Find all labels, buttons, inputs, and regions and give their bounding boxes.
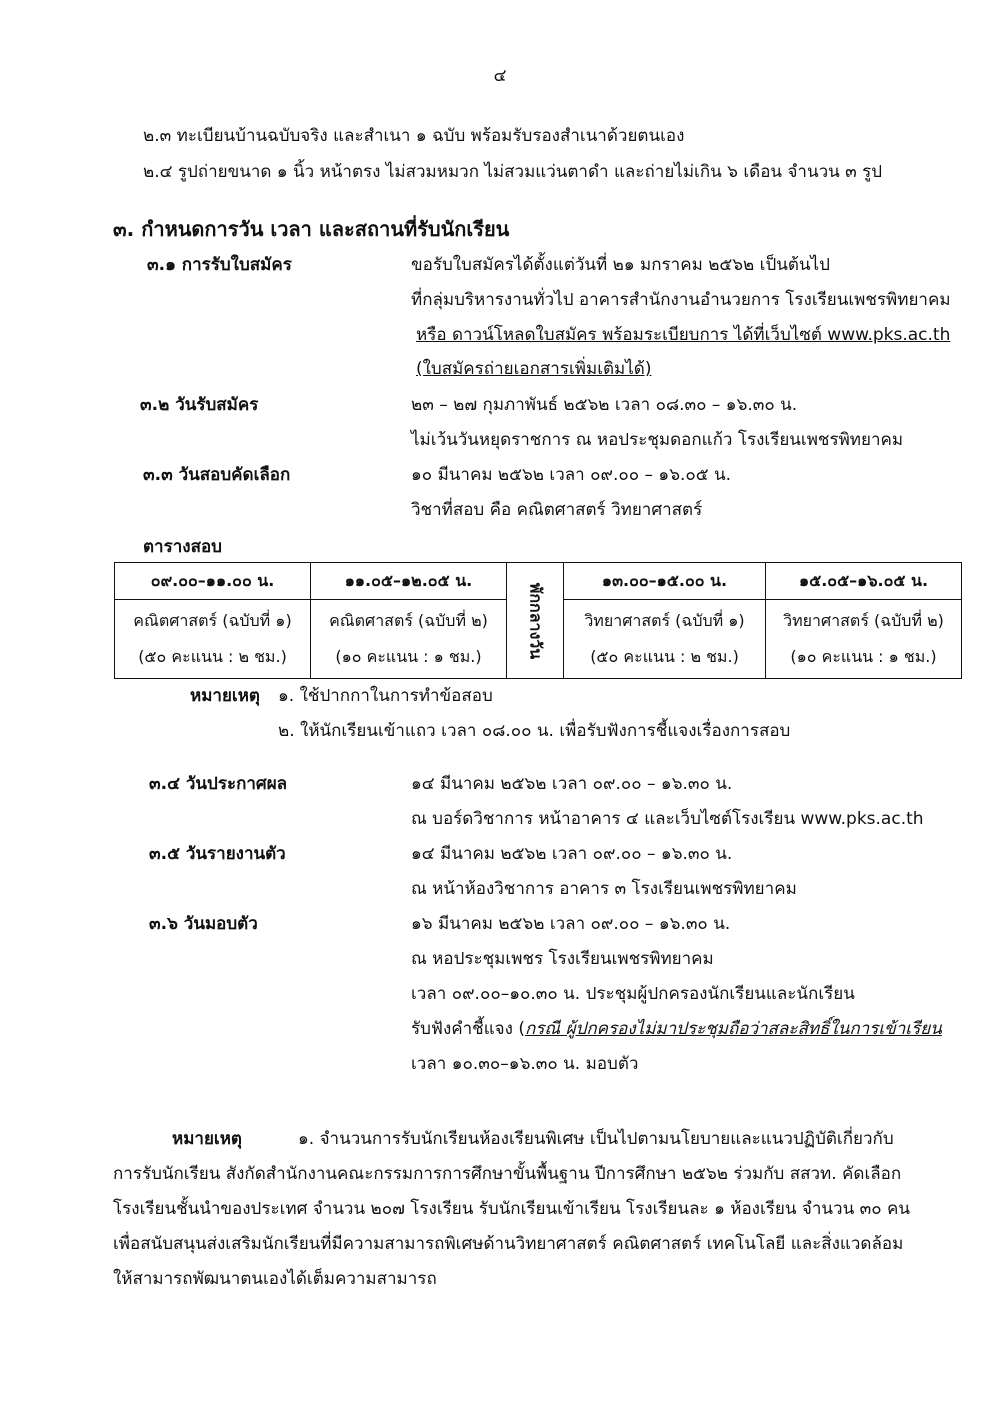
- lunch-break-label: พักกลางวัน: [526, 582, 546, 659]
- item-value-prefix: รับฟังคำชี้แจง (: [411, 1019, 525, 1039]
- item-label-3-3: ๓.๓ วันสอบคัดเลือก: [143, 465, 291, 485]
- item-value: เวลา ๐๙.๐๐–๑๐.๓๐ น. ประชุมผู้ปกครองนักเรียนและนักเรียน: [411, 984, 855, 1004]
- exam-note-item: ๒. ให้นักเรียนเข้าแถว เวลา ๐๘.๐๐ น. เพื่อรับฟังการชี้แจงเรื่องการสอบ: [278, 721, 791, 741]
- subject-detail: (๕๐ คะแนน : ๒ ชม.): [138, 647, 287, 666]
- item-label-3-5: ๓.๕ วันรายงานตัว: [149, 844, 286, 864]
- exam-note-item: ๑. ใช้ปากกาในการทำข้อสอบ: [278, 686, 493, 706]
- time-slot: ๑๕.๐๕–๑๖.๐๕ น.: [766, 563, 962, 600]
- table-row: [115, 563, 962, 600]
- item-value: ไม่เว้นวันหยุดราชการ ณ หอประชุมดอกแก้ว โรงเรียนเพชรพิทยาคม: [411, 430, 904, 450]
- item-value: วิชาที่สอบ คือ คณิตศาสตร์ วิทยาศาสตร์: [411, 500, 703, 520]
- photocopy-note: (ใบสมัครถ่ายเอกสารเพิ่มเติมได้): [416, 359, 652, 379]
- footer-note-line: โรงเรียนชั้นนำของประเทศ จำนวน ๒๐๗ โรงเรียน รับนักเรียนเข้าเรียน โรงเรียนละ ๑ ห้องเรียน จำนวน ๓๐ คน: [113, 1199, 910, 1219]
- item-value-emphasis-line: [411, 1017, 942, 1041]
- subject-name: วิทยาศาสตร์ (ฉบับที่ ๑): [584, 611, 745, 630]
- page-number: ๔: [493, 66, 507, 86]
- time-slot: ๑๑.๐๕–๑๒.๐๕ น.: [311, 563, 507, 600]
- footer-note-line: ๑. จำนวนการรับนักเรียนห้องเรียนพิเศษ เป็นไปตามนโยบายและแนวปฏิบัติเกี่ยวกับ: [298, 1129, 894, 1149]
- intro-item: ๒.๓ ทะเบียนบ้านฉบับจริง และสำเนา ๑ ฉบับ พร้อมรับรองสำเนาด้วยตนเอง: [143, 126, 685, 146]
- subject-name: คณิตศาสตร์ (ฉบับที่ ๑): [133, 611, 292, 630]
- time-slot: ๐๙.๐๐–๑๑.๐๐ น.: [115, 563, 311, 600]
- exam-schedule-table: [114, 562, 962, 679]
- item-value: ๑๔ มีนาคม ๒๕๖๒ เวลา ๐๙.๐๐ – ๑๖.๓๐ น.: [411, 844, 733, 864]
- item-value: ๑๐ มีนาคม ๒๕๖๒ เวลา ๐๙.๐๐ – ๑๖.๐๕ น.: [411, 465, 732, 485]
- item-label-3-2: ๓.๒ วันรับสมัคร: [140, 395, 259, 415]
- schedule-title: ตารางสอบ: [143, 537, 222, 557]
- intro-item: ๒.๔ รูปถ่ายขนาด ๑ นิ้ว หน้าตรง ไม่สวมหมวก ไม่สวมแว่นตาดำ และถ่ายไม่เกิน ๖ เดือน จำนวน ๓ รูป: [143, 162, 883, 182]
- absence-warning: กรณี ผู้ปกครองไม่มาประชุมถือว่าสละสิทธิ์ในการเข้าเรียน: [524, 1019, 942, 1039]
- time-slot: ๑๓.๐๐–๑๕.๐๐ น.: [564, 563, 766, 600]
- subject-cell: [766, 600, 962, 679]
- item-value: ๒๓ – ๒๗ กุมภาพันธ์ ๒๕๖๒ เวลา ๐๘.๓๐ – ๑๖.๓๐ น.: [411, 395, 798, 415]
- item-value: ณ หน้าห้องวิชาการ อาคาร ๓ โรงเรียนเพชรพิทยาคม: [411, 879, 797, 899]
- footer-note-label: หมายเหตุ: [172, 1129, 242, 1149]
- subject-detail: (๕๐ คะแนน : ๒ ชม.): [590, 647, 739, 666]
- item-value: เวลา ๑๐.๓๐–๑๖.๓๐ น. มอบตัว: [411, 1054, 639, 1074]
- footer-note-line: การรับนักเรียน สังกัดสำนักงานคณะกรรมการการศึกษาขั้นพื้นฐาน ปีการศึกษา ๒๕๖๒ ร่วมกับ สสวท. คัดเลือก: [113, 1164, 902, 1184]
- subject-detail: (๑๐ คะแนน : ๑ ชม.): [790, 647, 937, 666]
- footer-note-line: ให้สามารถพัฒนาตนเองได้เต็มความสามารถ: [113, 1269, 437, 1289]
- subject-name: คณิตศาสตร์ (ฉบับที่ ๒): [329, 611, 488, 630]
- download-link-text[interactable]: หรือ ดาวน์โหลดใบสมัคร พร้อมระเบียบการ ได้ที่เว็บไซต์ www.pks.ac.th: [416, 325, 951, 345]
- item-value: ณ บอร์ดวิชาการ หน้าอาคาร ๔ และเว็บไซต์โรงเรียน www.pks.ac.th: [411, 809, 924, 829]
- item-label-3-4: ๓.๔ วันประกาศผล: [149, 774, 288, 794]
- footer-note-line: เพื่อสนับสนุนส่งเสริมนักเรียนที่มีความสามารถพิเศษด้านวิทยาศาสตร์ คณิตศาสตร์ เทคโนโลยี และสิ่งแวดล้อม: [113, 1234, 904, 1254]
- exam-note-label: หมายเหตุ: [190, 686, 260, 706]
- item-value: ณ หอประชุมเพชร โรงเรียนเพชรพิทยาคม: [411, 949, 714, 969]
- item-value: ขอรับใบสมัครได้ตั้งแต่วันที่ ๒๑ มกราคม ๒๕๖๒ เป็นต้นไป: [411, 255, 830, 275]
- subject-cell: [115, 600, 311, 679]
- subject-name: วิทยาศาสตร์ (ฉบับที่ ๒): [783, 611, 944, 630]
- subject-detail: (๑๐ คะแนน : ๑ ชม.): [335, 647, 482, 666]
- item-label-3-1: ๓.๑ การรับใบสมัคร: [147, 255, 292, 275]
- subject-cell: [564, 600, 766, 679]
- subject-cell: [311, 600, 507, 679]
- section-heading: ๓. กำหนดการวัน เวลา และสถานที่รับนักเรียน: [113, 217, 510, 241]
- item-value: ๑๖ มีนาคม ๒๕๖๒ เวลา ๐๙.๐๐ – ๑๖.๓๐ น.: [411, 914, 731, 934]
- item-value: ๑๔ มีนาคม ๒๕๖๒ เวลา ๐๙.๐๐ – ๑๖.๓๐ น.: [411, 774, 733, 794]
- lunch-break-cell: [507, 563, 564, 679]
- item-label-3-6: ๓.๖ วันมอบตัว: [149, 914, 258, 934]
- item-value: ที่กลุ่มบริหารงานทั่วไป อาคารสำนักงานอำนวยการ โรงเรียนเพชรพิทยาคม: [411, 290, 951, 310]
